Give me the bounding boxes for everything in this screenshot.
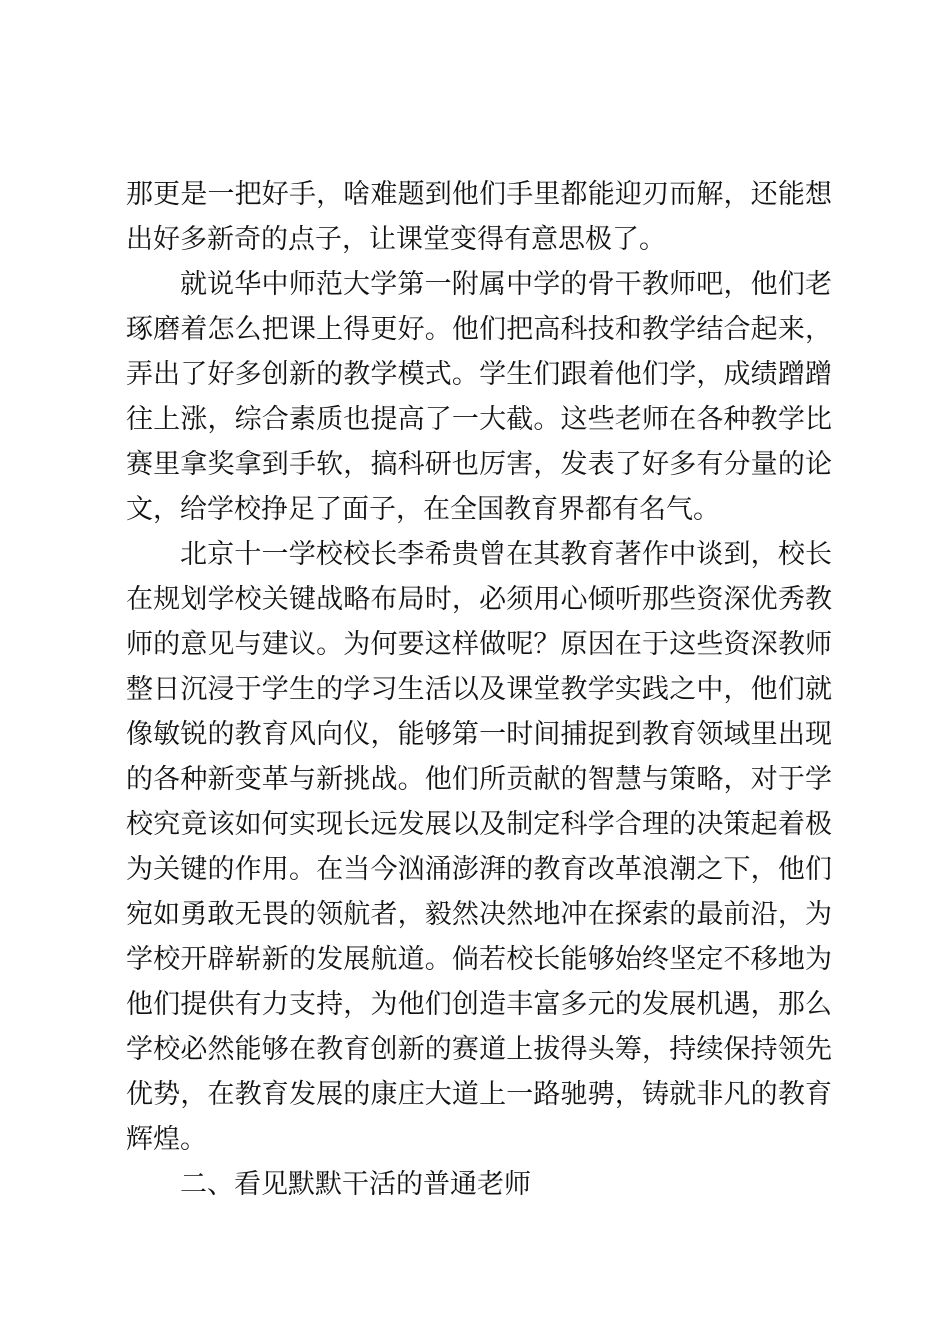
section-heading: 二、看见默默干活的普通老师 (180, 1169, 531, 1200)
paragraph-beijing-eleven-school: 北京十一学校校长李希贵曾在其教育著作中谈到，校长在规划学校关键战略布局时，必须用心倾听那些资深优秀教师的意见与建议。为何要这样做呢？原因在于这些资深教师整日沉浸于学生的学习生活以及课堂教学实践之中，他们就像敏锐的教育风向仪，能够第一时间捕捉到教育领域里出现的各种新变革与新挑战。他们所贡献的智慧与策略，对于学校究竟该如何实现长远发展以及制定科学合理的决策起着极为关键的作用。在当今汹涌澎湃的教育改革浪潮之下，他们宛如勇敢无畏的领航者，毅然决然地冲在探索的最前沿，为学校开辟崭新的发展航道。倘若校长能够始终坚定不移地为他们提供有力支持，为他们创造丰富多元的发展机遇，那么学校必然能够在教育创新的赛道上拔得头筹，持续保持领先优势，在教育发展的康庄大道上一路驰骋，铸就非凡的教育辉煌。 (126, 539, 832, 1155)
paragraph-huazhong-teachers: 就说华中师范大学第一附属中学的骨干教师吧，他们老琢磨着怎么把课上得更好。他们把高科技和教学结合起来，弄出了好多创新的教学模式。学生们跟着他们学，成绩蹭蹭往上涨，综合素质也提高了一大截。这些老师在各种教学比赛里拿奖拿到手软，搞科研也厉害，发表了好多有分量的论文，给学校挣足了面子，在全国教育界都有名气。 (126, 269, 832, 525)
document-body (126, 172, 832, 1207)
paragraph-continuation: 那更是一把好手，啥难题到他们手里都能迎刃而解，还能想出好多新奇的点子，让课堂变得有意思极了。 (126, 179, 832, 255)
